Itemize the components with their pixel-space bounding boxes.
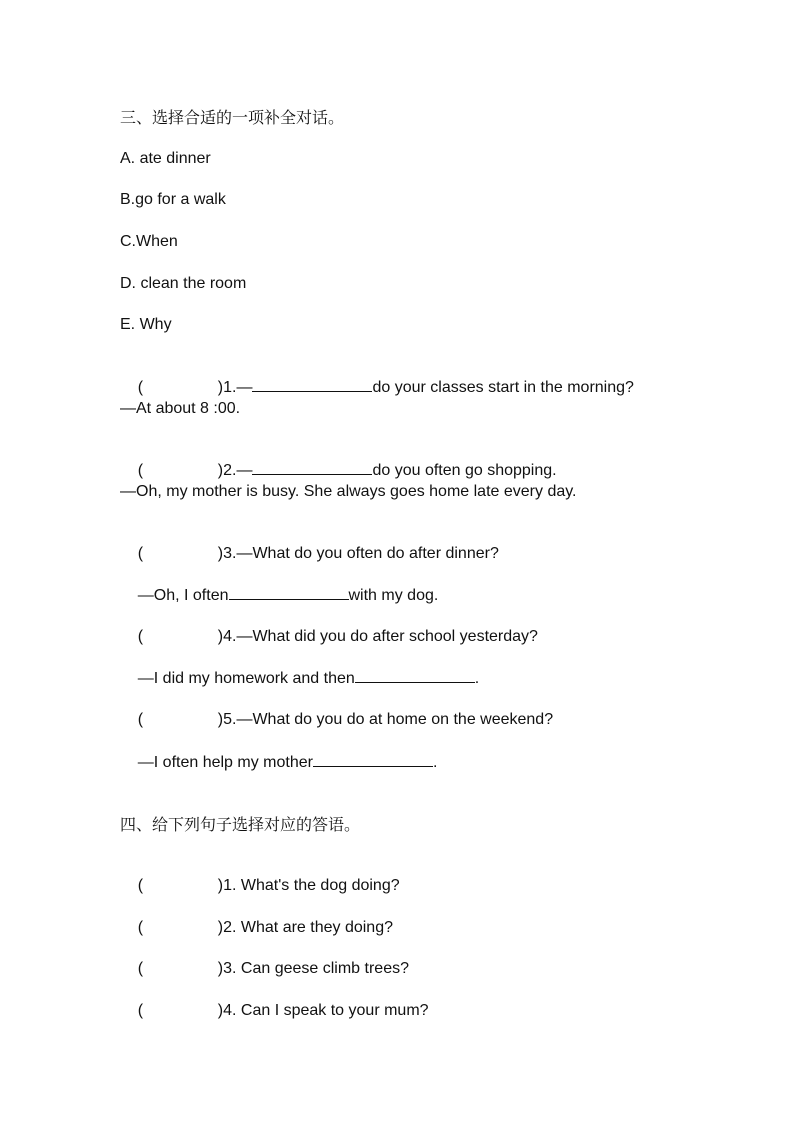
- option-b: B.go for a walk: [120, 191, 226, 208]
- question-5-text: )5.—What do you do at home on the weekend?: [217, 711, 554, 728]
- question-4-text: )4.—What did you do after school yesterday?: [217, 628, 538, 645]
- answer-4-suffix: .: [474, 670, 480, 687]
- s4-question-2-text: )2. What are they doing?: [217, 919, 393, 936]
- answer-bracket[interactable]: (: [137, 628, 144, 645]
- section-4-heading: 四、给下列句子选择对应的答语。: [120, 815, 361, 834]
- answer-bracket[interactable]: (: [137, 545, 144, 562]
- option-d: D. clean the room: [120, 275, 247, 292]
- option-a: A. ate dinner: [120, 150, 211, 167]
- question-3-text: )3.—What do you often do after dinner?: [217, 545, 499, 562]
- answer-3-suffix: with my dog.: [348, 587, 439, 604]
- answer-bracket[interactable]: (: [137, 960, 144, 977]
- fill-blank[interactable]: [355, 668, 475, 683]
- answer-5: [120, 732, 437, 793]
- answer-bracket[interactable]: (: [137, 379, 144, 396]
- s4-question-4-text: )4. Can I speak to your mum?: [217, 1002, 429, 1019]
- answer-bracket[interactable]: (: [137, 1002, 144, 1019]
- answer-bracket[interactable]: (: [137, 711, 144, 728]
- section-3-heading: 三、选择合适的一项补全对话。: [120, 108, 345, 127]
- question-1-text: do your classes start in the morning?: [372, 379, 634, 396]
- answer-4-prefix: —I did my homework and then: [137, 670, 355, 687]
- answer-bracket[interactable]: (: [137, 877, 144, 894]
- answer-bracket[interactable]: (: [137, 462, 144, 479]
- answer-5-prefix: —I often help my mother: [137, 754, 313, 771]
- answer-5-suffix: .: [432, 754, 438, 771]
- question-2-text: do you often go shopping.: [372, 462, 557, 479]
- question-2-prefix: )2.—: [217, 462, 253, 479]
- fill-blank[interactable]: [229, 585, 349, 600]
- answer-1: —At about 8 :00.: [120, 400, 241, 417]
- answer-bracket[interactable]: (: [137, 919, 144, 936]
- fill-blank[interactable]: [252, 377, 372, 392]
- fill-blank[interactable]: [313, 752, 433, 767]
- fill-blank[interactable]: [252, 460, 372, 475]
- question-1-prefix: )1.—: [217, 379, 253, 396]
- option-e: E. Why: [120, 316, 172, 333]
- option-c: C.When: [120, 233, 178, 250]
- answer-3-prefix: —Oh, I often: [137, 587, 229, 604]
- answer-2: —Oh, my mother is busy. She always goes home late every day.: [120, 483, 577, 500]
- s4-question-4: [120, 981, 429, 1041]
- s4-question-1-text: )1. What's the dog doing?: [217, 877, 400, 894]
- s4-question-3-text: )3. Can geese climb trees?: [217, 960, 409, 977]
